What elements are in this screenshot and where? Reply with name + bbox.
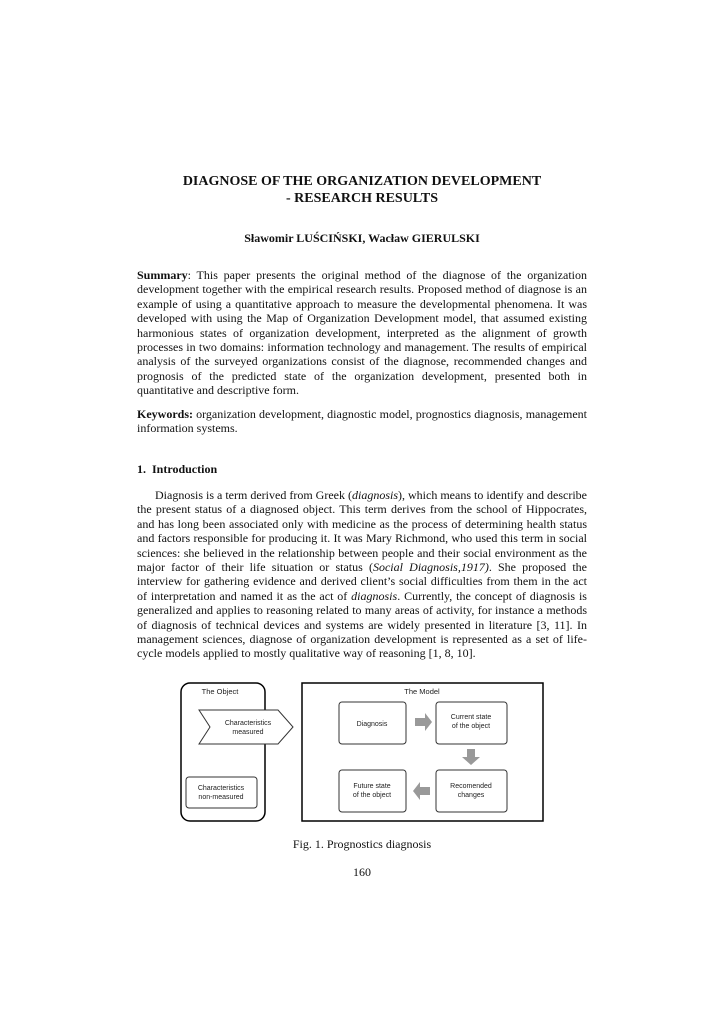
diagnosis-label: Diagnosis (356, 721, 388, 728)
intro-italic-3: diagnosis (351, 588, 398, 603)
figure-prognostics-diagnosis (180, 682, 545, 824)
current-state-line2: of the object (451, 723, 491, 730)
model-title: The Model (404, 687, 440, 696)
future-state-line1: Future state (353, 783, 391, 790)
title-line-2: - RESEARCH RESULTS (286, 191, 438, 206)
intro-text-4: . Currently, the concept of diagnosis is generalized and applies to reasoning related to many areas of activity, for instance a methods of diagnosis of technical devices and systems are widely presented in literature [3, 11]. In management sciences, diagnose of organization development is represented as a set of life-cycle models applied to mostly qualitative way of reasoning [1, 8, 10]. (137, 588, 587, 661)
paper-title (137, 173, 587, 207)
intro-paragraph (137, 488, 587, 661)
recommended-changes-line2: changes (457, 792, 485, 799)
summary-label: Summary (137, 268, 188, 282)
summary-paragraph (137, 268, 587, 398)
intro-text-3: . She proposed the interview for gathering evidence and derived client’s social difficulties from them in the act of interpretation and named it as the act of (137, 560, 587, 603)
intro-italic-1: diagnosis (351, 488, 398, 502)
intro-text-1: Diagnosis is a term derived from Greek ( (155, 488, 352, 502)
future-state-line2: of the object (352, 792, 392, 799)
intro-italic-2: Social Diagnosis,1917) (372, 560, 489, 575)
characteristics-measured-arrow (199, 710, 293, 744)
intro-text-2: ), which means to identify and describe the present status of a diagnosed object. This term derives from the school of Hippocrates, and has long been associated only with medicine as the process of determining health status and factors responsible for producing it. It was Mary Richmond, who used this term in social sciences: she believed in the relationship between people and their social environment as the major factor of their life situation or status ( (137, 488, 587, 575)
section-heading (137, 462, 217, 477)
characteristics-non-measured-line1: Characteristics (197, 785, 245, 792)
recommended-changes-box (436, 770, 507, 812)
section-number: 1. (137, 462, 146, 476)
recommended-changes-line1: Recomended (450, 783, 492, 790)
object-title: The Object (201, 687, 239, 696)
characteristics-non-measured-line2: non-measured (198, 794, 244, 801)
page-number: 160 (353, 865, 371, 879)
figure-caption: Fig. 1. Prognostics diagnosis (292, 837, 432, 851)
characteristics-measured-line2: measured (232, 729, 264, 736)
authors: Sławomir LUŚCIŃSKI, Wacław GIERULSKI (244, 231, 480, 245)
title-line-1: DIAGNOSE OF THE ORGANIZATION DEVELOPMENT (182, 174, 542, 189)
summary-text: : This paper presents the original method of the diagnose of the organization development together with the empirical research results. Proposed method of diagnose is an example of using a quantitative approach to measure the developmental phenomena. It was developed with using the Map of Organization Development model, that assumed existing harmonious states of organization development, interpreted as the alignment of growth processes in two domains: information technology and management. The results of empirical analysis of the surveyed organizations consist of the diagnose, recommended changes and prognosis of the predicted state of the organization development, presented both in quantitative and descriptive form. (137, 268, 587, 398)
future-state-box (339, 770, 406, 812)
keywords-text: organization development, diagnostic model, prognostics diagnosis, management information systems. (137, 407, 587, 436)
section-title: Introduction (152, 462, 218, 476)
characteristics-non-measured-box (186, 777, 257, 808)
keywords-paragraph (137, 407, 587, 436)
keywords-label: Keywords: (137, 407, 193, 421)
characteristics-measured-line1: Characteristics (224, 720, 272, 727)
current-state-line1: Current state (450, 714, 492, 721)
